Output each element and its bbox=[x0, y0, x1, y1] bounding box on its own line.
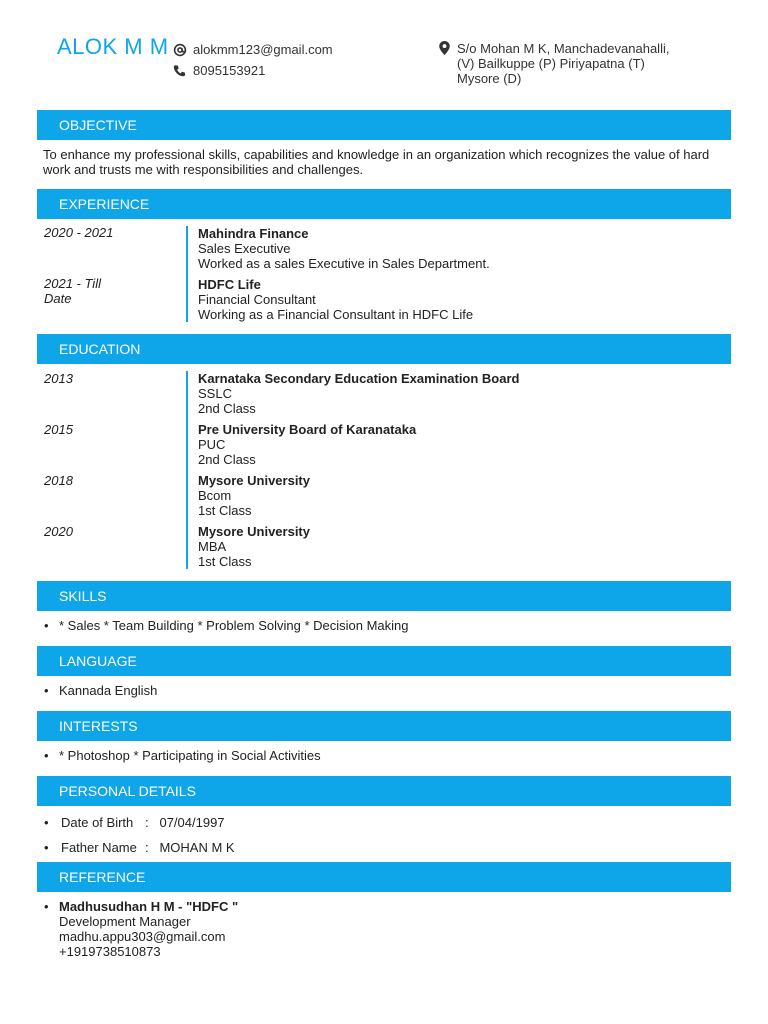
father-name-item bbox=[44, 840, 235, 855]
education-result: 2nd Class bbox=[198, 401, 256, 416]
experience-heading: EXPERIENCE bbox=[37, 189, 731, 219]
skills-item bbox=[44, 618, 409, 633]
at-icon bbox=[173, 43, 193, 57]
interests-item bbox=[44, 748, 321, 763]
skills-heading: SKILLS bbox=[37, 581, 731, 611]
education-year: 2018 bbox=[44, 473, 73, 488]
phone-row bbox=[173, 60, 333, 81]
experience-desc: Worked as a sales Executive in Sales Department. bbox=[198, 256, 490, 271]
education-heading: EDUCATION bbox=[37, 334, 731, 364]
education-timeline-line bbox=[186, 371, 188, 569]
education-result: 2nd Class bbox=[198, 452, 256, 467]
skills-text: • * Sales * Team Building * Problem Solving * Decision Making bbox=[59, 618, 409, 633]
experience-entry bbox=[198, 277, 473, 322]
education-year: 2015 bbox=[44, 422, 73, 437]
address-block bbox=[439, 41, 669, 86]
address-line-1: S/o Mohan M K, Manchadevanahalli, bbox=[457, 41, 670, 56]
experience-entry bbox=[198, 226, 490, 271]
father-name-separator: : bbox=[145, 840, 149, 855]
resume-header bbox=[57, 34, 737, 94]
objective-text: To enhance my professional skills, capabilities and knowledge in an organization which recognizes the value of hard work and trusts me with responsibilities and challenges. bbox=[43, 147, 710, 177]
language-item bbox=[44, 683, 157, 698]
education-course: PUC bbox=[198, 437, 226, 452]
interests-heading: INTERESTS bbox=[37, 711, 731, 741]
education-board: Pre University Board of Karanataka bbox=[198, 422, 417, 437]
education-board: Mysore University bbox=[198, 524, 310, 539]
location-pin-icon bbox=[439, 41, 457, 86]
dob-separator: : bbox=[145, 815, 149, 830]
experience-desc: Working as a Financial Consultant in HDFC Life bbox=[198, 307, 474, 322]
experience-date: 2020 - 2021 bbox=[44, 225, 114, 240]
candidate-name: ALOK M M bbox=[57, 34, 169, 59]
address-line-3: Mysore (D) bbox=[457, 71, 522, 86]
experience-role: Sales Executive bbox=[198, 241, 291, 256]
education-course: MBA bbox=[198, 539, 227, 554]
phone-icon bbox=[173, 64, 193, 77]
education-entry bbox=[198, 473, 310, 518]
interests-text: • * Photoshop * Participating in Social Activities bbox=[59, 748, 321, 763]
contact-info bbox=[173, 39, 333, 81]
experience-org: HDFC Life bbox=[198, 277, 261, 292]
education-year: 2013 bbox=[44, 371, 73, 386]
education-course: Bcom bbox=[198, 488, 232, 503]
reference-role: Development Manager bbox=[59, 914, 191, 929]
education-board: Karnataka Secondary Education Examination Board bbox=[198, 371, 520, 386]
education-entry bbox=[198, 422, 416, 467]
education-year: 2020 bbox=[44, 524, 73, 539]
dob-label: Date of Birth bbox=[61, 815, 134, 830]
education-result: 1st Class bbox=[198, 503, 252, 518]
phone-text[interactable]: 8095153921 bbox=[193, 63, 266, 78]
dob-item bbox=[44, 815, 225, 830]
personal-details-heading: PERSONAL DETAILS bbox=[37, 776, 731, 806]
education-board: Mysore University bbox=[198, 473, 310, 488]
education-result: 1st Class bbox=[198, 554, 252, 569]
experience-date: 2021 - Till Date bbox=[44, 276, 101, 306]
email-row bbox=[173, 39, 333, 60]
education-course: SSLC bbox=[198, 386, 232, 401]
experience-org: Mahindra Finance bbox=[198, 226, 309, 241]
dob-value: 07/04/1997 bbox=[159, 815, 225, 830]
father-name-label: Father Name bbox=[61, 840, 137, 855]
reference-heading: REFERENCE bbox=[37, 862, 731, 892]
experience-role: Financial Consultant bbox=[198, 292, 316, 307]
address-line-2: (V) Bailkuppe (P) Piriyapatna (T) bbox=[457, 56, 645, 71]
language-heading: LANGUAGE bbox=[37, 646, 731, 676]
education-entry bbox=[198, 371, 519, 416]
experience-timeline-line bbox=[186, 226, 188, 322]
objective-heading: OBJECTIVE bbox=[37, 110, 731, 140]
father-name-value: MOHAN M K bbox=[159, 840, 235, 855]
reference-phone[interactable]: +1919738510873 bbox=[59, 944, 161, 959]
education-entry bbox=[198, 524, 310, 569]
email-text[interactable]: alokmm123@gmail.com bbox=[193, 42, 333, 57]
reference-email[interactable]: madhu.appu303@gmail.com bbox=[59, 929, 226, 944]
language-text: • Kannada English bbox=[59, 683, 158, 698]
reference-name: • Madhusudhan H M - "HDFC " bbox=[59, 899, 239, 914]
reference-item bbox=[44, 899, 238, 959]
